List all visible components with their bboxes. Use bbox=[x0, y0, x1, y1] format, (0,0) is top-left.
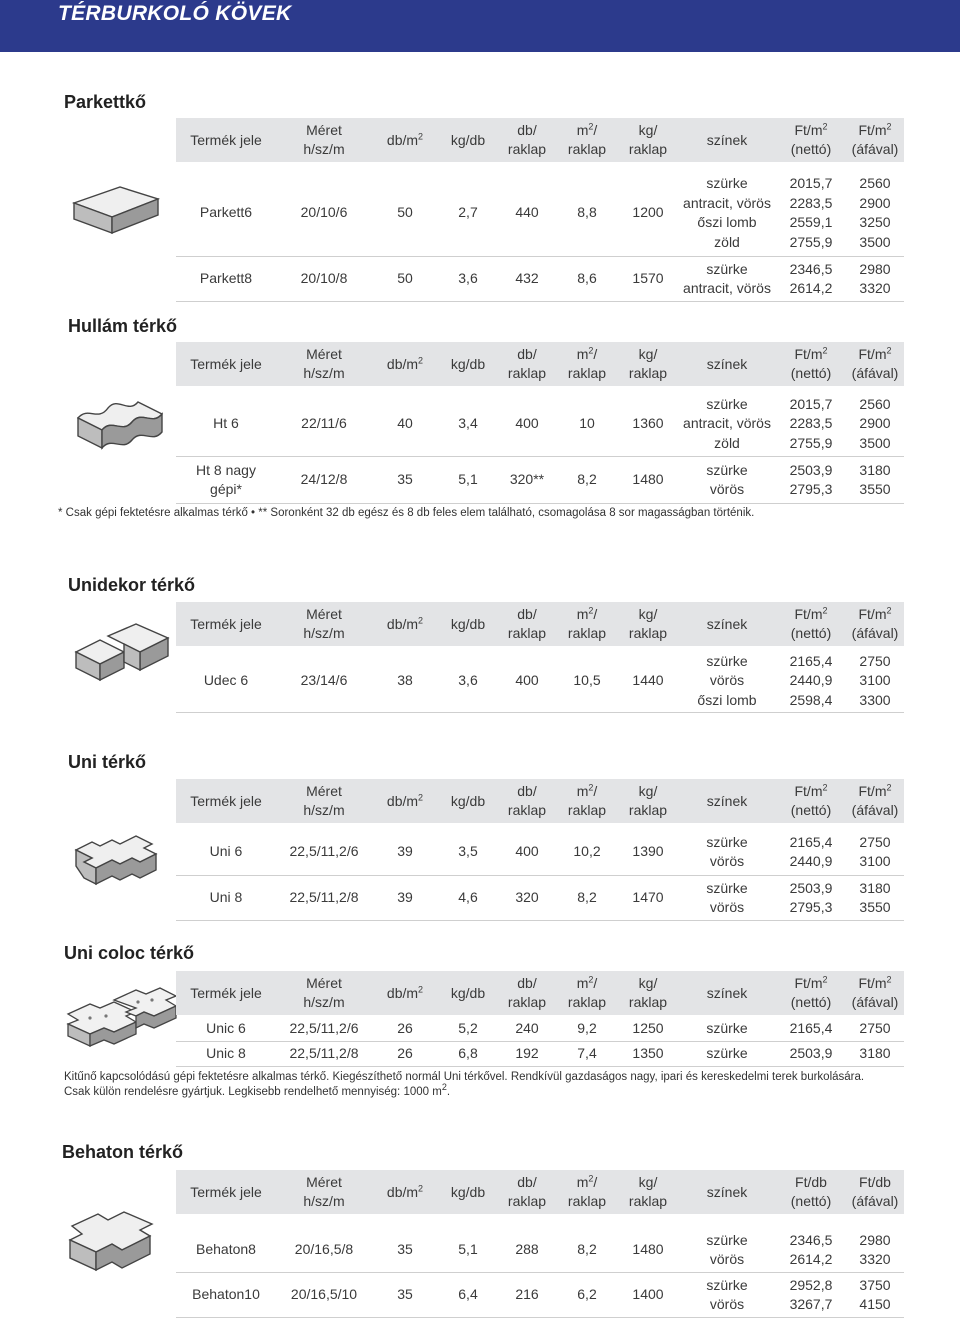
unicoloc-paver-icon bbox=[60, 980, 180, 1064]
col-price-vat: $Ft/m^2$ (áfával) bbox=[846, 779, 904, 823]
pcs-per-m2: 35 bbox=[372, 457, 438, 504]
col-kg-raklap: kg/ raklap bbox=[618, 779, 678, 823]
product-name: Ht 6 bbox=[176, 386, 276, 457]
product-name: Unic 8 bbox=[176, 1042, 276, 1067]
table-row bbox=[176, 876, 904, 921]
col-db-raklap: db/ raklap bbox=[498, 971, 556, 1015]
header-banner bbox=[0, 0, 960, 52]
table-unidekor bbox=[176, 602, 904, 713]
col-price-net: $Ft/m^2$ (nettó) bbox=[776, 118, 846, 162]
section-title-hullam: Hullám térkő bbox=[68, 316, 178, 336]
pcs-per-m2: 38 bbox=[372, 646, 438, 713]
col-price-vat: Ft/db (áfával) bbox=[846, 1170, 904, 1214]
col-colors: színek bbox=[678, 1170, 776, 1214]
pcs-per-m2: 50 bbox=[372, 257, 438, 302]
col-colors: színek bbox=[678, 118, 776, 162]
table-header bbox=[176, 342, 904, 386]
kg-per-pcs: 6,4 bbox=[438, 1273, 498, 1318]
kg-per-pallet: 1480 bbox=[618, 457, 678, 504]
product-size: 20/16,5/10 bbox=[276, 1273, 372, 1318]
kg-per-pallet: 1350 bbox=[618, 1042, 678, 1067]
table-row bbox=[176, 386, 904, 457]
col-size: Méret h/sz/m bbox=[276, 118, 372, 162]
kg-per-pallet: 1470 bbox=[618, 876, 678, 921]
pcs-per-pallet: 320** bbox=[498, 457, 556, 504]
colors-cell: szürke vörös őszi lomb bbox=[678, 646, 776, 713]
col-m2-raklap: $m^2/$ raklap bbox=[556, 971, 618, 1015]
product-size: 22,5/11,2/6 bbox=[276, 823, 372, 876]
col-db-raklap: db/ raklap bbox=[498, 1170, 556, 1214]
table-header bbox=[176, 118, 904, 162]
col-pcs-m2: $db/m^2$ bbox=[372, 602, 438, 646]
col-size: Méret h/sz/m bbox=[276, 779, 372, 823]
col-kg-raklap: kg/ raklap bbox=[618, 342, 678, 386]
price-net-cell: 2503,9 2795,3 bbox=[776, 876, 846, 921]
col-size: Méret h/sz/m bbox=[276, 1170, 372, 1214]
col-product: Termék jele bbox=[176, 779, 276, 823]
col-price-vat: $Ft/m^2$ (áfával) bbox=[846, 118, 904, 162]
product-size: 22,5/11,2/8 bbox=[276, 1042, 372, 1067]
col-price-vat: $Ft/m^2$ (áfával) bbox=[846, 971, 904, 1015]
pcs-per-m2: 50 bbox=[372, 162, 438, 257]
product-size: 20/16,5/8 bbox=[276, 1214, 372, 1273]
col-m2-raklap: $m^2/$ raklap bbox=[556, 342, 618, 386]
col-product: Termék jele bbox=[176, 971, 276, 1015]
col-product: Termék jele bbox=[176, 342, 276, 386]
pcs-per-pallet: 288 bbox=[498, 1214, 556, 1273]
pcs-per-pallet: 400 bbox=[498, 386, 556, 457]
price-vat-cell: 2560 2900 3250 3500 bbox=[846, 162, 904, 257]
price-vat-cell: 2560 2900 3500 bbox=[846, 386, 904, 457]
kg-per-pallet: 1250 bbox=[618, 1015, 678, 1042]
behaton-paver-icon bbox=[64, 1196, 168, 1278]
col-pcs-m2: $db/m^2$ bbox=[372, 118, 438, 162]
product-name: Behaton10 bbox=[176, 1273, 276, 1318]
pcs-per-pallet: 432 bbox=[498, 257, 556, 302]
section-title-behaton: Behaton térkő bbox=[62, 1142, 184, 1162]
col-m2-raklap: $m^2/$ raklap bbox=[556, 602, 618, 646]
pcs-per-m2: 39 bbox=[372, 876, 438, 921]
product-size: 24/12/8 bbox=[276, 457, 372, 504]
m2-per-pallet: 8,6 bbox=[556, 257, 618, 302]
table-row bbox=[176, 257, 904, 302]
m2-per-pallet: 10,5 bbox=[556, 646, 618, 713]
colors-cell: szürke antracit, vörös bbox=[678, 257, 776, 302]
kg-per-pcs: 5,1 bbox=[438, 457, 498, 504]
price-net-cell: 2952,8 3267,7 bbox=[776, 1273, 846, 1318]
price-net-cell: 2165,4 2440,9 bbox=[776, 823, 846, 876]
product-name: Udec 6 bbox=[176, 646, 276, 713]
price-vat-cell: 2750 bbox=[846, 1015, 904, 1042]
col-m2-raklap: $m^2/$ raklap bbox=[556, 118, 618, 162]
table-uni bbox=[176, 779, 904, 921]
product-size: 20/10/6 bbox=[276, 162, 372, 257]
table-row bbox=[176, 646, 904, 713]
product-size: 22/11/6 bbox=[276, 386, 372, 457]
table-row bbox=[176, 457, 904, 504]
col-product: Termék jele bbox=[176, 602, 276, 646]
col-kg-db: kg/db bbox=[438, 342, 498, 386]
table-row bbox=[176, 1015, 904, 1042]
pcs-per-pallet: 216 bbox=[498, 1273, 556, 1318]
footnote-hullam: * Csak gépi fektetésre alkalmas térkő • ** Soronként 32 db egész és 8 db feles elem található, csomagolása 8 sor magasságban történik. bbox=[58, 507, 755, 519]
col-size: Méret h/sz/m bbox=[276, 971, 372, 1015]
col-colors: színek bbox=[678, 971, 776, 1015]
price-vat-cell: 3180 3550 bbox=[846, 876, 904, 921]
pcs-per-m2: 26 bbox=[372, 1015, 438, 1042]
table-unicoloc bbox=[176, 971, 904, 1067]
price-net-cell: 2015,7 2283,5 2559,1 2755,9 bbox=[776, 162, 846, 257]
m2-per-pallet: 9,2 bbox=[556, 1015, 618, 1042]
m2-per-pallet: 10,2 bbox=[556, 823, 618, 876]
table-row bbox=[176, 1214, 904, 1273]
col-size: Méret h/sz/m bbox=[276, 342, 372, 386]
product-name: Uni 6 bbox=[176, 823, 276, 876]
pcs-per-pallet: 192 bbox=[498, 1042, 556, 1067]
price-vat-cell: 2750 3100 bbox=[846, 823, 904, 876]
price-net-cell: 2346,5 2614,2 bbox=[776, 1214, 846, 1273]
col-m2-raklap: $m^2/$ raklap bbox=[556, 779, 618, 823]
price-net-cell: 2503,9 bbox=[776, 1042, 846, 1067]
colors-cell: szürke vörös bbox=[678, 1273, 776, 1318]
col-pcs-m2: $db/m^2$ bbox=[372, 779, 438, 823]
kg-per-pallet: 1390 bbox=[618, 823, 678, 876]
table-row bbox=[176, 162, 904, 257]
table-header bbox=[176, 1170, 904, 1214]
page-title: TÉRBURKOLÓ KÖVEK bbox=[58, 2, 292, 25]
m2-per-pallet: 8,8 bbox=[556, 162, 618, 257]
kg-per-pallet: 1440 bbox=[618, 646, 678, 713]
price-vat-cell: 3180 3550 bbox=[846, 457, 904, 504]
product-name: Unic 6 bbox=[176, 1015, 276, 1042]
table-header bbox=[176, 602, 904, 646]
product-name: Behaton8 bbox=[176, 1214, 276, 1273]
product-name: Ht 8 nagy gépi* bbox=[176, 457, 276, 504]
price-net-cell: 2165,4 2440,9 2598,4 bbox=[776, 646, 846, 713]
price-vat-cell: 2750 3100 3300 bbox=[846, 646, 904, 713]
col-m2-raklap: $m^2/$ raklap bbox=[556, 1170, 618, 1214]
price-net-cell: 2346,5 2614,2 bbox=[776, 257, 846, 302]
colors-cell: szürke vörös bbox=[678, 1214, 776, 1273]
table-behaton bbox=[176, 1170, 904, 1318]
col-db-raklap: db/ raklap bbox=[498, 342, 556, 386]
table-header bbox=[176, 779, 904, 823]
table-hullam bbox=[176, 342, 904, 504]
pcs-per-pallet: 240 bbox=[498, 1015, 556, 1042]
col-product: Termék jele bbox=[176, 1170, 276, 1214]
m2-per-pallet: 8,2 bbox=[556, 1214, 618, 1273]
kg-per-pcs: 5,1 bbox=[438, 1214, 498, 1273]
table-row bbox=[176, 823, 904, 876]
col-kg-raklap: kg/ raklap bbox=[618, 1170, 678, 1214]
colors-cell: szürke bbox=[678, 1042, 776, 1067]
table-row bbox=[176, 1042, 904, 1067]
col-kg-db: kg/db bbox=[438, 602, 498, 646]
col-price-net: $Ft/m^2$ (nettó) bbox=[776, 779, 846, 823]
m2-per-pallet: 8,2 bbox=[556, 457, 618, 504]
col-colors: színek bbox=[678, 779, 776, 823]
pcs-per-pallet: 400 bbox=[498, 823, 556, 876]
col-db-raklap: db/ raklap bbox=[498, 779, 556, 823]
product-size: 22,5/11,2/6 bbox=[276, 1015, 372, 1042]
pcs-per-m2: 39 bbox=[372, 823, 438, 876]
product-size: 23/14/6 bbox=[276, 646, 372, 713]
col-kg-db: kg/db bbox=[438, 779, 498, 823]
col-kg-db: kg/db bbox=[438, 1170, 498, 1214]
price-vat-cell: 3750 4150 bbox=[846, 1273, 904, 1318]
kg-per-pcs: 3,5 bbox=[438, 823, 498, 876]
kg-per-pcs: 6,8 bbox=[438, 1042, 498, 1067]
footnote-unicoloc: Kitűnő kapcsolódású gépi fektetésre alkalmas térkő. Kiegészíthető normál Uni térkővel. Rendkívül gazdaságos nagy, ipari és kereskedelmi terek burkolására. Csak külön rendelésre gyártjuk. Legkisebb rendelhető mennyiség: 1000 $m^2$. bbox=[64, 1071, 865, 1098]
kg-per-pcs: 3,4 bbox=[438, 386, 498, 457]
colors-cell: szürke antracit, vörös zöld bbox=[678, 386, 776, 457]
price-vat-cell: 2980 3320 bbox=[846, 1214, 904, 1273]
kg-per-pallet: 1360 bbox=[618, 386, 678, 457]
product-name: Uni 8 bbox=[176, 876, 276, 921]
price-vat-cell: 2980 3320 bbox=[846, 257, 904, 302]
kg-per-pcs: 5,2 bbox=[438, 1015, 498, 1042]
col-price-net: $Ft/m^2$ (nettó) bbox=[776, 971, 846, 1015]
table-parketto bbox=[176, 118, 904, 302]
pcs-per-m2: 26 bbox=[372, 1042, 438, 1067]
paver-brick-icon bbox=[70, 181, 162, 239]
product-size: 20/10/8 bbox=[276, 257, 372, 302]
col-size: Méret h/sz/m bbox=[276, 602, 372, 646]
col-price-vat: $Ft/m^2$ (áfával) bbox=[846, 342, 904, 386]
col-db-raklap: db/ raklap bbox=[498, 602, 556, 646]
col-db-raklap: db/ raklap bbox=[498, 118, 556, 162]
pcs-per-pallet: 400 bbox=[498, 646, 556, 713]
col-kg-raklap: kg/ raklap bbox=[618, 971, 678, 1015]
col-kg-raklap: kg/ raklap bbox=[618, 602, 678, 646]
colors-cell: szürke bbox=[678, 1015, 776, 1042]
product-name: Parkett6 bbox=[176, 162, 276, 257]
kg-per-pallet: 1570 bbox=[618, 257, 678, 302]
table-row bbox=[176, 1273, 904, 1318]
price-net-cell: 2015,7 2283,5 2755,9 bbox=[776, 386, 846, 457]
m2-per-pallet: 6,2 bbox=[556, 1273, 618, 1318]
section-title-unicoloc: Uni coloc térkő bbox=[64, 943, 195, 963]
kg-per-pallet: 1400 bbox=[618, 1273, 678, 1318]
price-net-cell: 2503,9 2795,3 bbox=[776, 457, 846, 504]
price-net-cell: 2165,4 bbox=[776, 1015, 846, 1042]
product-name: Parkett8 bbox=[176, 257, 276, 302]
pcs-per-pallet: 440 bbox=[498, 162, 556, 257]
price-vat-cell: 3180 bbox=[846, 1042, 904, 1067]
col-product: Termék jele bbox=[176, 118, 276, 162]
col-price-net: $Ft/m^2$ (nettó) bbox=[776, 342, 846, 386]
pcs-per-m2: 35 bbox=[372, 1214, 438, 1273]
col-kg-db: kg/db bbox=[438, 971, 498, 1015]
col-pcs-m2: $db/m^2$ bbox=[372, 1170, 438, 1214]
colors-cell: szürke vörös bbox=[678, 823, 776, 876]
col-pcs-m2: $db/m^2$ bbox=[372, 971, 438, 1015]
pcs-per-m2: 35 bbox=[372, 1273, 438, 1318]
m2-per-pallet: 7,4 bbox=[556, 1042, 618, 1067]
col-price-net: $Ft/m^2$ (nettó) bbox=[776, 602, 846, 646]
m2-per-pallet: 10 bbox=[556, 386, 618, 457]
kg-per-pallet: 1480 bbox=[618, 1214, 678, 1273]
col-price-net: Ft/db (nettó) bbox=[776, 1170, 846, 1214]
kg-per-pcs: 3,6 bbox=[438, 646, 498, 713]
section-title-unidekor: Unidekor térkő bbox=[68, 575, 196, 595]
col-kg-raklap: kg/ raklap bbox=[618, 118, 678, 162]
pcs-per-m2: 40 bbox=[372, 386, 438, 457]
product-size: 22,5/11,2/8 bbox=[276, 876, 372, 921]
kg-per-pcs: 2,7 bbox=[438, 162, 498, 257]
section-title-uni: Uni térkő bbox=[68, 752, 147, 772]
col-colors: színek bbox=[678, 342, 776, 386]
kg-per-pallet: 1200 bbox=[618, 162, 678, 257]
section-title-parketto: Parkettkő bbox=[64, 92, 147, 112]
col-colors: színek bbox=[678, 602, 776, 646]
col-pcs-m2: $db/m^2$ bbox=[372, 342, 438, 386]
colors-cell: szürke vörös bbox=[678, 876, 776, 921]
kg-per-pcs: 4,6 bbox=[438, 876, 498, 921]
unidekor-paver-icon bbox=[70, 616, 174, 698]
colors-cell: szürke vörös bbox=[678, 457, 776, 504]
kg-per-pcs: 3,6 bbox=[438, 257, 498, 302]
m2-per-pallet: 8,2 bbox=[556, 876, 618, 921]
colors-cell: szürke antracit, vörös őszi lomb zöld bbox=[678, 162, 776, 257]
uni-paver-icon bbox=[70, 820, 176, 892]
wave-paver-icon bbox=[72, 392, 168, 462]
col-kg-db: kg/db bbox=[438, 118, 498, 162]
pcs-per-pallet: 320 bbox=[498, 876, 556, 921]
table-header bbox=[176, 971, 904, 1015]
col-price-vat: $Ft/m^2$ (áfával) bbox=[846, 602, 904, 646]
